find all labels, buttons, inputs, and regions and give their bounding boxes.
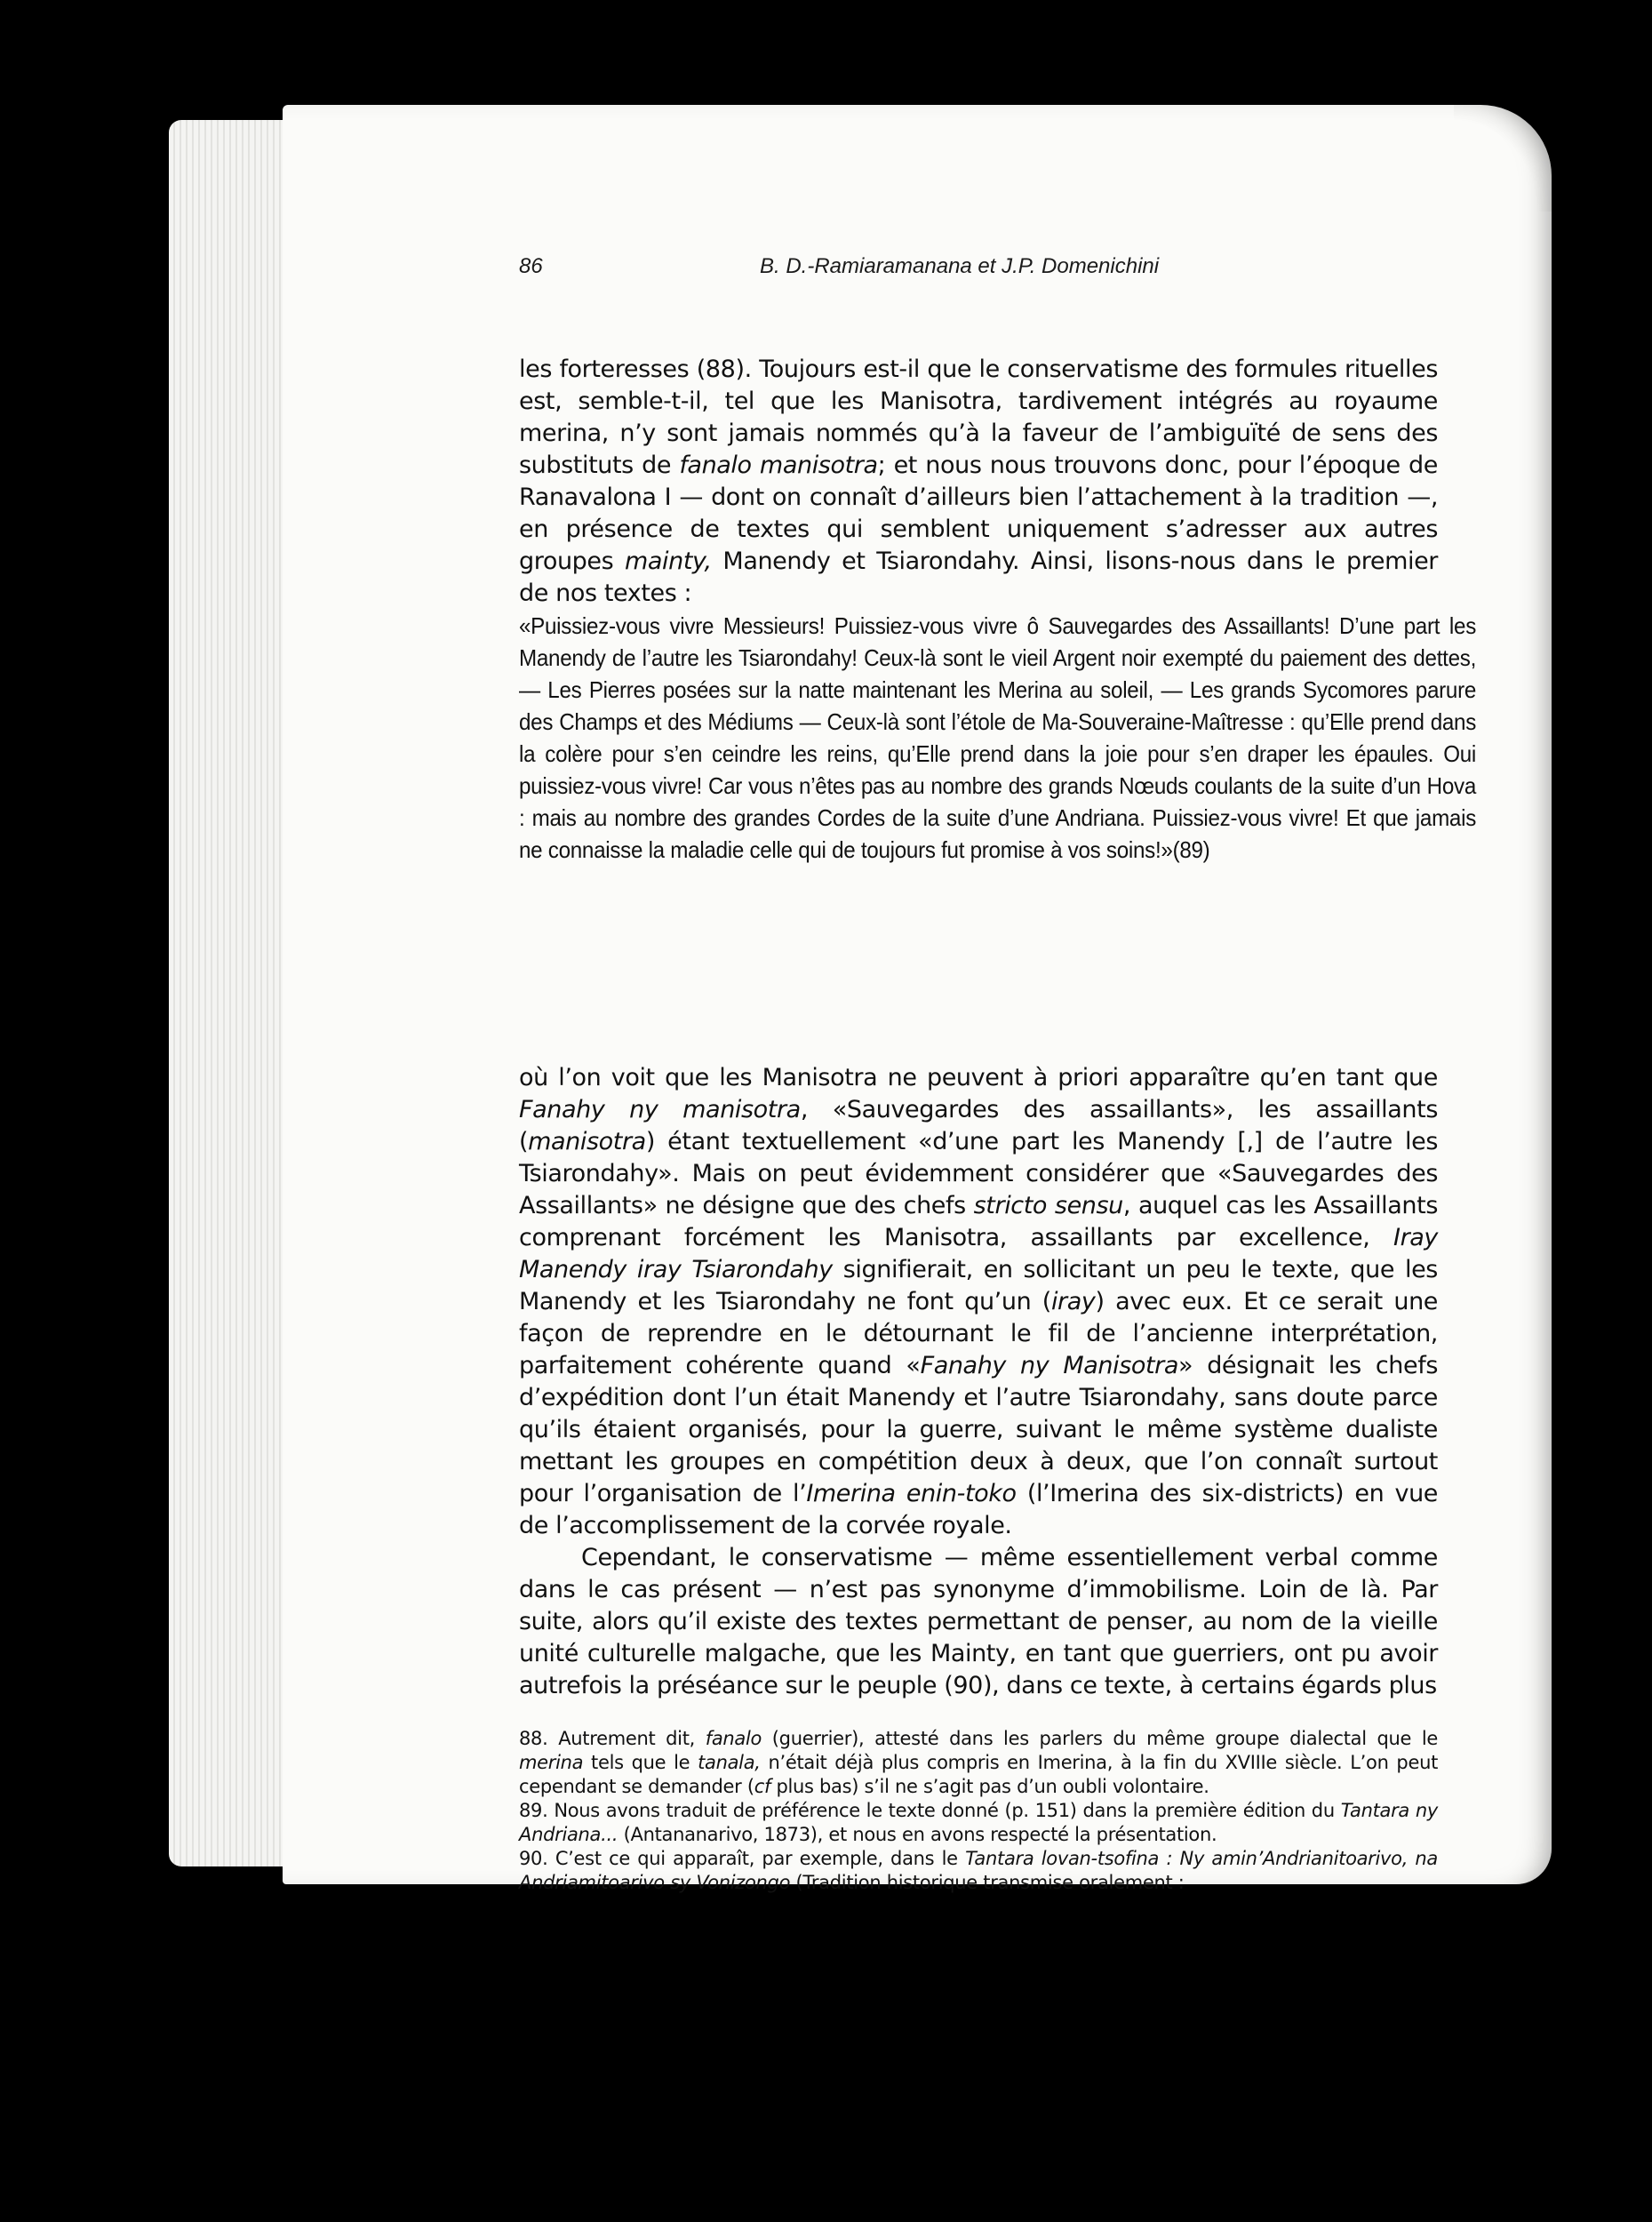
footnote-88: 88. Autrement dit, fanalo (guerrier), attesté dans les parlers du même groupe dialectal que le merina tels que le tanala, n’était déjà plus compris en Imerina, à la fin du XVIIIe siècle. L’on peut cependant se demander (cf plus bas) s’il ne s’agit pas d’un oubli volontaire. (519, 1728, 1439, 1797)
footnote-90: 90. C’est ce qui apparaît, par exemple, dans le Tantara lovan-tsofina : Ny amin’Andrianitoarivo, na Andriamitoarivo sy Vonizongo (Tradition historique transmise oralement : (519, 1848, 1438, 1893)
footnotes (519, 1727, 1438, 1895)
paragraph: les forteresses (88). Toujours est-il que le conservatisme des formules rituelles est, semble-t-il, tel que les Manisotra, tardivement intégrés au royaume merina, n’y sont jamais nommés qu’à la faveur de l’ambiguïté de sens des substituts de fanalo manisotra; et nous nous trouvons donc, pour l’époque de Ranavalona I — dont on connaît d’ailleurs bien l’attachement à la tradition —, en présence de textes qui semblent uniquement s’adresser aux autres groupes mainty, Manendy et Tsiarondahy. Ainsi, lisons-nous dans le premier de nos textes : (519, 356, 1438, 607)
body-text (519, 354, 1477, 1702)
block-quote-container (519, 610, 1477, 1062)
page-curl (1454, 105, 1552, 212)
page-header (519, 254, 1461, 290)
page-number: 86 (519, 254, 543, 278)
footnote-89: 89. Nous avons traduit de préférence le texte donné (p. 151) dans la première édition du Tantara ny Andriana... (Antananarivo, 1873), et nous en avons respecté la présentation. (519, 1800, 1438, 1845)
book-page (283, 105, 1552, 1893)
running-head: B. D.-Ramiaramanana et J.P. Domenichini (760, 254, 1160, 278)
paragraph: où l’on voit que les Manisotra ne peuvent à priori apparaître qu’en tant que Fanahy ny manisotra, «Sauvegardes des assaillants», les assaillants (manisotra) étant textuellement «d’une part les Manendy [,] de l’autre les Tsiarondahy». Mais on peut évidemment considérer que «Sauvegardes des Assaillants» ne désigne que des chefs stricto sensu, auquel cas les Assaillants comprenant forcément les Manisotra, assaillants par excellence, Iray Manendy iray Tsiarondahy signifierait, en sollicitant un peu le texte, que les Manendy et les Tsiarondahy ne font qu’un (iray) avec eux. Et ce serait une façon de reprendre en le détournant le fil de l’ancienne interprétation, parfaitement cohérente quand «Fanahy ny Manisotra» désignait les chefs d’expédition dont l’un était Manendy et l’autre Tsiarondahy, sans doute parce qu’ils étaient organisés, pour la guerre, suivant le même système dualiste mettant les groupes en compétition deux à deux, que l’on connaît surtout pour l’organisation de l’Imerina enin-toko (l’Imerina des six-districts) en vue de l’accomplissement de la corvée royale. (519, 1064, 1439, 1539)
paragraph: Cependant, le conservatisme — même essentiellement verbal comme dans le cas présent — n’est pas synonyme d’immobilisme. Loin de là. Par suite, alors qu’il existe des textes permettant de penser, au nom de la vieille unité culturelle malgache, que les Mainty, en tant que guerriers, ont pu avoir autrefois la préséance sur le peuple (90), dans ce texte, à certains égards plus (519, 1544, 1438, 1699)
block-quote: «Puissiez-vous vivre Messieurs! Puissiez-vous vivre ô Sauvegardes des Assaillants! D’une part les Manendy de l’autre les Tsiarondahy! Ceux-là sont le vieil Argent noir exempté du paiement des dettes, — Les Pierres posées sur la natte maintenant les Merina au soleil, — Les grands Sycomores parure des Champs et des Médiums — Ceux-là sont l’étole de Ma-Souveraine-Maîtresse : qu’Elle prend dans la colère pour s’en ceindre les reins, qu’Elle prend dans la joie pour s’en draper les épaules. Oui puissiez-vous vivre! Car vous n’êtes pas au nombre des grands Nœuds coulants de la suite d’un Hova : mais au nombre des grandes Cordes de la suite d’une Andriana. Puissiez-vous vivre! Et que jamais ne connaisse la maladie celle qui de toujours fut promise à vos soins!»(89) (519, 612, 1477, 863)
